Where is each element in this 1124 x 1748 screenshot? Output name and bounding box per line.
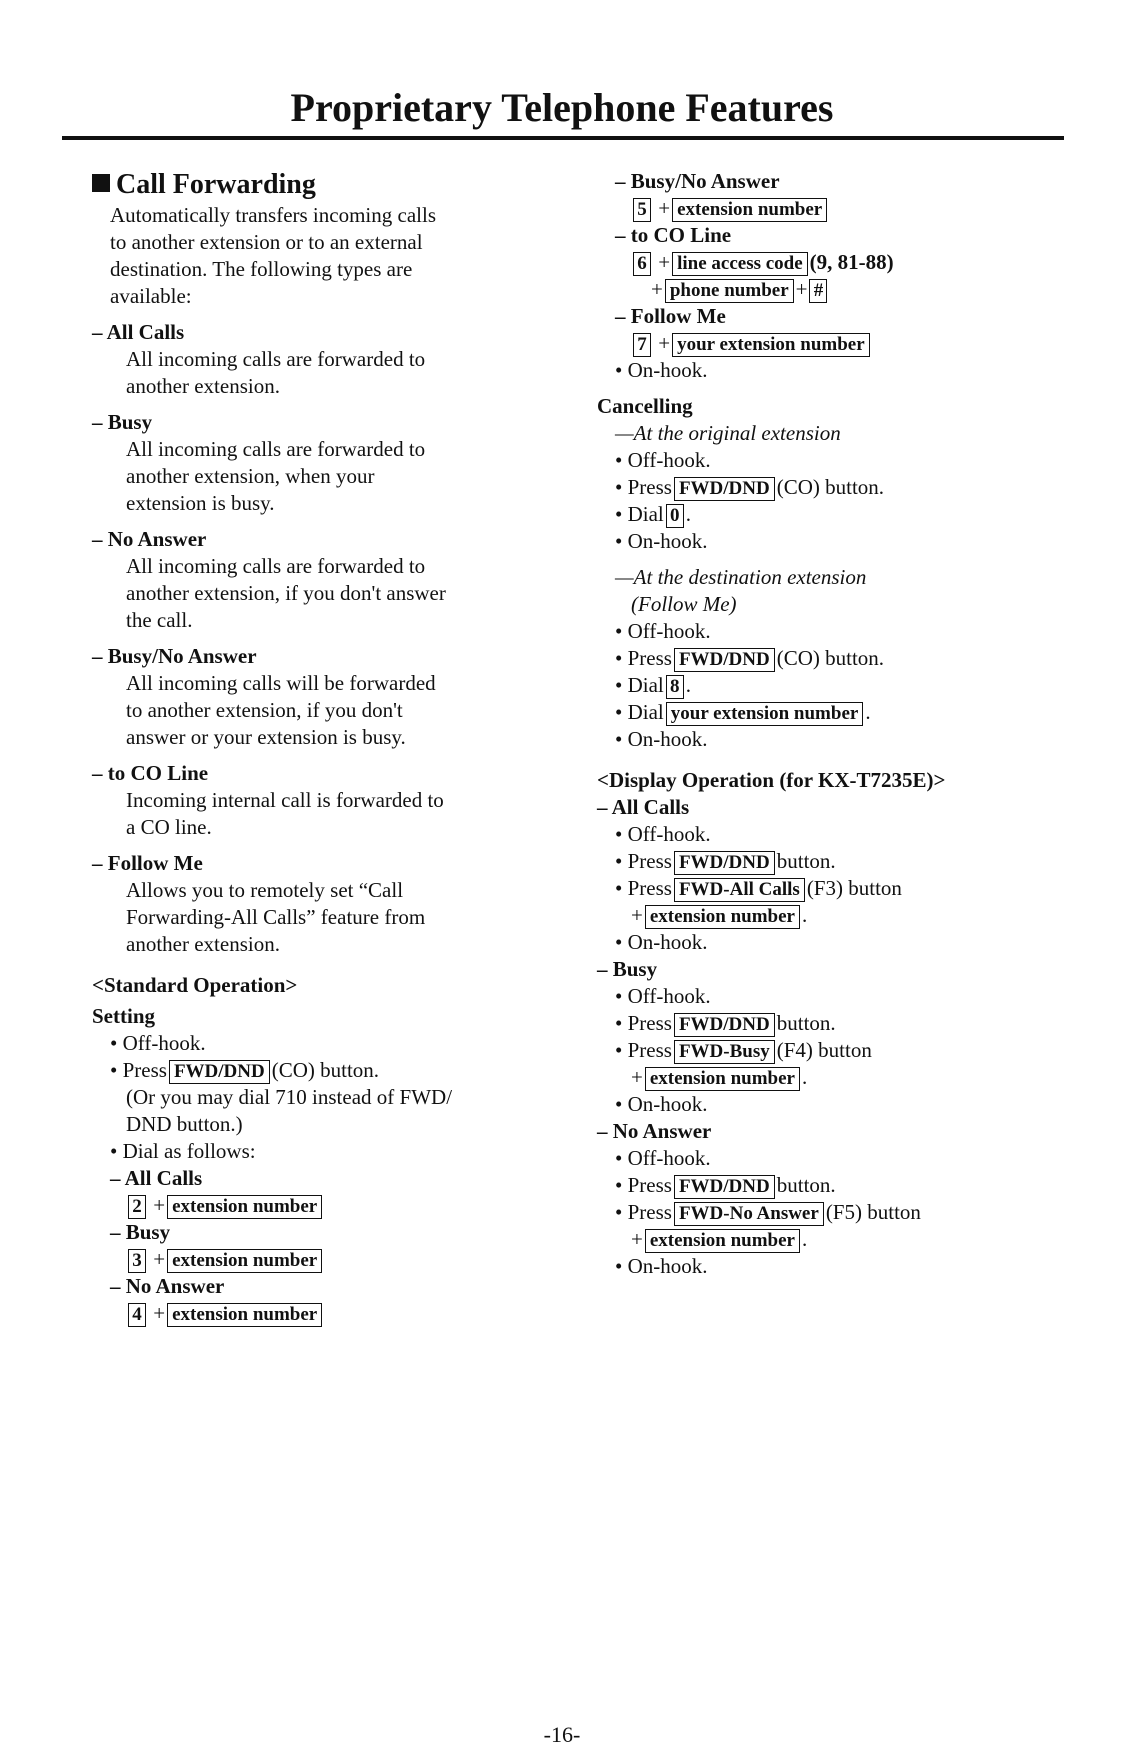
step-on-hook: • On-hook. <box>615 1254 708 1278</box>
type-desc: extension is busy. <box>126 491 275 515</box>
display-operation-heading: <Display Operation (for KX-T7235E)> <box>597 768 946 792</box>
press-text: • Press <box>615 1200 672 1224</box>
step-press-fwd <box>597 1010 1077 1037</box>
plus-sign: + <box>153 1301 166 1325</box>
step-extension <box>597 1064 1077 1091</box>
type-desc: Forwarding-All Calls” feature from <box>126 905 426 929</box>
section-title-text: Call Forwarding <box>116 169 316 200</box>
display-type-label: – No Answer <box>597 1119 712 1143</box>
press-text: • Press <box>615 646 672 670</box>
plus-sign: + <box>631 1065 643 1089</box>
digit-key: 4 <box>128 1303 146 1327</box>
step-dial <box>597 501 1077 528</box>
original-extension-heading: —At the original extension <box>615 421 841 445</box>
press-text: • Press <box>615 1011 672 1035</box>
press-text: • Press <box>615 475 672 499</box>
period: . <box>685 673 692 697</box>
destination-extension-heading: —At the destination extension <box>615 565 867 589</box>
square-bullet-icon <box>92 174 110 192</box>
step-on-hook: • On-hook. <box>615 1092 708 1116</box>
step-on-hook: • On-hook. <box>615 930 708 954</box>
type-desc: the call. <box>126 608 193 632</box>
dial-item-label: – Busy <box>110 1220 171 1244</box>
press-text: • Press <box>110 1058 167 1082</box>
extension-number-key: extension number <box>645 1067 800 1091</box>
step-press-fwd <box>597 645 1077 672</box>
step-off-hook: • Off-hook. <box>615 984 711 1008</box>
step-off-hook: • Off-hook. <box>110 1031 206 1055</box>
type-heading: – No Answer <box>92 527 207 551</box>
extension-number-key: extension number <box>645 905 800 929</box>
type-heading: – All Calls <box>92 320 185 344</box>
dial-item-keys <box>597 249 1077 276</box>
press-text: • Press <box>615 876 672 900</box>
page-number: -16- <box>543 1722 581 1747</box>
press-text: • Press <box>615 849 672 873</box>
step-note: (Or you may dial 710 instead of FWD/ <box>126 1085 453 1109</box>
left-column <box>92 168 562 1327</box>
digit-key: 0 <box>666 504 684 528</box>
fwd-dnd-key: FWD/DND <box>674 1013 775 1037</box>
type-desc: All incoming calls are forwarded to <box>126 554 426 578</box>
step-on-hook: • On-hook. <box>615 529 708 553</box>
intro-line: destination. The following types are <box>110 257 413 281</box>
fwd-dnd-key: FWD/DND <box>674 851 775 875</box>
fwd-dnd-key: FWD/DND <box>674 1175 775 1199</box>
function-key-text: (F5) button <box>825 1200 921 1224</box>
line-access-code-key: line access code <box>672 252 808 276</box>
type-heading: – to CO Line <box>92 761 209 785</box>
step-press-function <box>597 1199 1077 1226</box>
dial-item-keys <box>92 1246 562 1273</box>
dial-item-keys <box>92 1300 562 1327</box>
dial-item-label: – No Answer <box>110 1274 225 1298</box>
plus-sign: + <box>658 250 671 274</box>
intro-line: Automatically transfers incoming calls <box>110 203 436 227</box>
extension-number-key: extension number <box>672 198 827 222</box>
right-column <box>597 168 1077 1280</box>
period: . <box>685 502 692 526</box>
step-press-fwd <box>597 1172 1077 1199</box>
type-desc: another extension. <box>126 374 280 398</box>
cancelling-heading: Cancelling <box>597 394 693 418</box>
dial-text: • Dial <box>615 673 664 697</box>
button-text: button. <box>776 1011 836 1035</box>
dial-item-keys <box>597 276 1077 303</box>
display-type-label: – Busy <box>597 957 658 981</box>
digit-key: 7 <box>633 333 651 357</box>
intro-line: available: <box>110 284 192 308</box>
plus-sign: + <box>631 903 643 927</box>
hash-key: # <box>809 279 827 303</box>
extension-number-key: extension number <box>167 1195 322 1219</box>
digit-key: 3 <box>128 1249 146 1273</box>
extension-number-key: extension number <box>645 1229 800 1253</box>
page-title: Proprietary Telephone Features <box>290 85 834 130</box>
step-off-hook: • Off-hook. <box>615 448 711 472</box>
type-desc: Incoming internal call is forwarded to <box>126 788 444 812</box>
step-press-function <box>597 1037 1077 1064</box>
function-key-text: (F3) button <box>806 876 902 900</box>
type-desc: answer or your extension is busy. <box>126 725 406 749</box>
title-rule <box>62 136 1064 140</box>
type-heading: – Follow Me <box>92 851 203 875</box>
co-button-text: (CO) button. <box>776 475 885 499</box>
type-desc: another extension, if you don't answer <box>126 581 446 605</box>
press-text: • Press <box>615 1173 672 1197</box>
dial-item-label: – Follow Me <box>615 304 726 328</box>
plus-sign: + <box>631 1227 643 1251</box>
dial-item-label: – Busy/No Answer <box>615 169 780 193</box>
co-button-text: (CO) button. <box>776 646 885 670</box>
digit-key: 6 <box>633 252 651 276</box>
dial-text: • Dial <box>615 502 664 526</box>
fwd-dnd-key: FWD/DND <box>169 1060 270 1084</box>
period: . <box>865 700 871 724</box>
period: . <box>802 1065 808 1089</box>
type-desc: All incoming calls will be forwarded <box>126 671 436 695</box>
dial-item-label: – to CO Line <box>615 223 732 247</box>
digit-key: 5 <box>633 198 651 222</box>
button-text: button. <box>776 1173 836 1197</box>
your-extension-number-key: your extension number <box>672 333 870 357</box>
access-code-range: (9, 81-88) <box>809 250 894 274</box>
type-desc: another extension. <box>126 932 280 956</box>
co-button-text: (CO) button. <box>271 1058 380 1082</box>
plus-sign: + <box>153 1247 166 1271</box>
step-press-function <box>597 875 1077 902</box>
plus-sign: + <box>658 331 671 355</box>
button-text: button. <box>776 849 836 873</box>
plus-sign: + <box>795 277 808 301</box>
fwd-dnd-key: FWD/DND <box>674 648 775 672</box>
type-desc: to another extension, if you don't <box>126 698 403 722</box>
fwd-all-calls-key: FWD-All Calls <box>674 878 805 902</box>
step-off-hook: • Off-hook. <box>615 822 711 846</box>
destination-extension-subheading: (Follow Me) <box>631 592 737 616</box>
type-heading: – Busy <box>92 410 153 434</box>
type-heading: – Busy/No Answer <box>92 644 257 668</box>
type-desc: All incoming calls are forwarded to <box>126 347 426 371</box>
digit-key: 2 <box>128 1195 146 1219</box>
fwd-no-answer-key: FWD-No Answer <box>674 1202 824 1226</box>
step-dial-as: • Dial as follows: <box>110 1139 256 1163</box>
period: . <box>802 1227 808 1251</box>
type-desc: Allows you to remotely set “Call <box>126 878 404 902</box>
section-title <box>92 168 562 202</box>
step-extension <box>597 902 1077 929</box>
extension-number-key: extension number <box>167 1303 322 1327</box>
step-off-hook: • Off-hook. <box>615 619 711 643</box>
type-desc: another extension, when your <box>126 464 375 488</box>
plus-sign: + <box>658 196 671 220</box>
standard-operation-heading: <Standard Operation> <box>92 973 298 997</box>
step-dial <box>597 699 1077 726</box>
period: . <box>802 903 808 927</box>
dial-item-keys <box>597 330 1077 357</box>
plus-sign: + <box>651 277 663 301</box>
step-press-fwd <box>597 474 1077 501</box>
dial-text: • Dial <box>615 700 664 724</box>
fwd-busy-key: FWD-Busy <box>674 1040 775 1064</box>
dial-item-label: – All Calls <box>110 1166 203 1190</box>
extension-number-key: extension number <box>167 1249 322 1273</box>
digit-key: 8 <box>666 675 684 699</box>
setting-heading: Setting <box>92 1004 155 1028</box>
dial-item-keys <box>597 195 1077 222</box>
step-on-hook: • On-hook. <box>615 727 708 751</box>
fwd-dnd-key: FWD/DND <box>674 477 775 501</box>
your-extension-number-key: your extension number <box>666 702 864 726</box>
step-dial <box>597 672 1077 699</box>
step-on-hook: • On-hook. <box>615 358 708 382</box>
plus-sign: + <box>153 1193 166 1217</box>
intro-line: to another extension or to an external <box>110 230 423 254</box>
dial-item-keys <box>92 1192 562 1219</box>
phone-number-key: phone number <box>665 279 794 303</box>
function-key-text: (F4) button <box>776 1038 872 1062</box>
display-type-label: – All Calls <box>597 795 690 819</box>
type-desc: All incoming calls are forwarded to <box>126 437 426 461</box>
type-desc: a CO line. <box>126 815 212 839</box>
step-extension <box>597 1226 1077 1253</box>
press-text: • Press <box>615 1038 672 1062</box>
step-off-hook: • Off-hook. <box>615 1146 711 1170</box>
step-press-fwd <box>597 848 1077 875</box>
step-note: DND button.) <box>126 1112 243 1136</box>
step-press-fwd <box>92 1057 562 1084</box>
